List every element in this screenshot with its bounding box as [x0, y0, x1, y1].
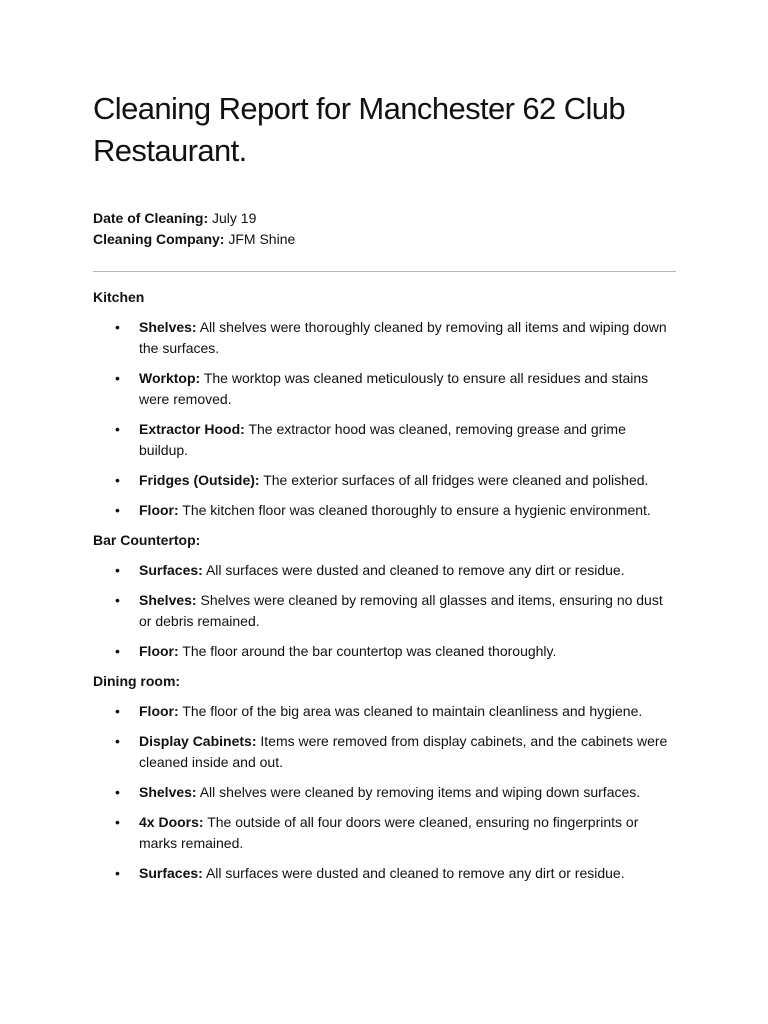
section-list — [93, 560, 676, 662]
list-item — [93, 470, 676, 491]
report-sections — [93, 287, 676, 884]
item-text: The kitchen floor was cleaned thoroughly to ensure a hygienic environment. — [182, 502, 651, 518]
report-meta — [93, 208, 676, 250]
company-value: JFM Shine — [228, 231, 296, 247]
item-text: All surfaces were dusted and cleaned to remove any dirt or residue. — [205, 562, 625, 578]
page-title: Cleaning Report for Manchester 62 Club Restaurant. — [93, 91, 626, 168]
list-item — [93, 560, 676, 581]
list-item — [93, 641, 676, 662]
bullet-icon: • — [115, 703, 120, 719]
item-label: Shelves: — [139, 784, 197, 800]
date-label: Date of Cleaning: — [93, 210, 209, 226]
item-text: Items were removed from display cabinets, and the cabinets were cleaned inside and out. — [139, 733, 668, 770]
document-page — [93, 88, 676, 893]
date-line — [93, 208, 676, 229]
item-label: 4x Doors: — [139, 814, 204, 830]
bullet-icon: • — [115, 472, 120, 488]
list-item — [93, 500, 676, 521]
item-label: Extractor Hood: — [139, 421, 245, 437]
item-label: Worktop: — [139, 370, 201, 386]
item-label: Fridges (Outside): — [139, 472, 260, 488]
item-text: All surfaces were dusted and cleaned to remove any dirt or residue. — [205, 865, 625, 881]
list-item — [93, 317, 676, 359]
item-label: Floor: — [139, 643, 179, 659]
section-list — [93, 317, 676, 521]
item-text: All shelves were cleaned by removing items and wiping down surfaces. — [199, 784, 641, 800]
list-item — [93, 368, 676, 410]
item-text: All shelves were thoroughly cleaned by removing all items and wiping down the surfaces. — [139, 319, 667, 356]
bullet-icon: • — [115, 814, 120, 830]
date-value: July 19 — [212, 210, 257, 226]
bullet-icon: • — [115, 733, 120, 749]
list-item — [93, 701, 676, 722]
company-label: Cleaning Company: — [93, 231, 225, 247]
divider — [93, 271, 676, 272]
bullet-icon: • — [115, 319, 120, 335]
company-line — [93, 229, 676, 250]
bullet-icon: • — [115, 643, 120, 659]
bullet-icon: • — [115, 592, 120, 608]
bullet-icon: • — [115, 784, 120, 800]
item-text: The worktop was cleaned meticulously to ensure all residues and stains were removed. — [139, 370, 649, 407]
bullet-icon: • — [115, 421, 120, 437]
section-heading: Bar Countertop: — [93, 532, 201, 548]
section-list — [93, 701, 676, 884]
item-text: The floor around the bar countertop was cleaned thoroughly. — [182, 643, 557, 659]
item-label: Shelves: — [139, 592, 197, 608]
section-heading: Kitchen — [93, 289, 145, 305]
item-label: Floor: — [139, 703, 179, 719]
bullet-icon: • — [115, 370, 120, 386]
item-text: The outside of all four doors were cleaned, ensuring no fingerprints or marks remained. — [139, 814, 639, 851]
section-heading: Dining room: — [93, 673, 181, 689]
item-label: Surfaces: — [139, 562, 203, 578]
list-item — [93, 812, 676, 854]
bullet-icon: • — [115, 562, 120, 578]
list-item — [93, 590, 676, 632]
item-label: Display Cabinets: — [139, 733, 257, 749]
item-text: The floor of the big area was cleaned to maintain cleanliness and hygiene. — [182, 703, 643, 719]
list-item — [93, 731, 676, 773]
list-item — [93, 782, 676, 803]
bullet-icon: • — [115, 865, 120, 881]
bullet-icon: • — [115, 502, 120, 518]
item-text: The extractor hood was cleaned, removing grease and grime buildup. — [139, 421, 626, 458]
list-item — [93, 419, 676, 461]
item-label: Shelves: — [139, 319, 197, 335]
item-label: Surfaces: — [139, 865, 203, 881]
list-item — [93, 863, 676, 884]
item-text: Shelves were cleaned by removing all glasses and items, ensuring no dust or debris remained. — [139, 592, 663, 629]
item-label: Floor: — [139, 502, 179, 518]
item-text: The exterior surfaces of all fridges were cleaned and polished. — [263, 472, 649, 488]
